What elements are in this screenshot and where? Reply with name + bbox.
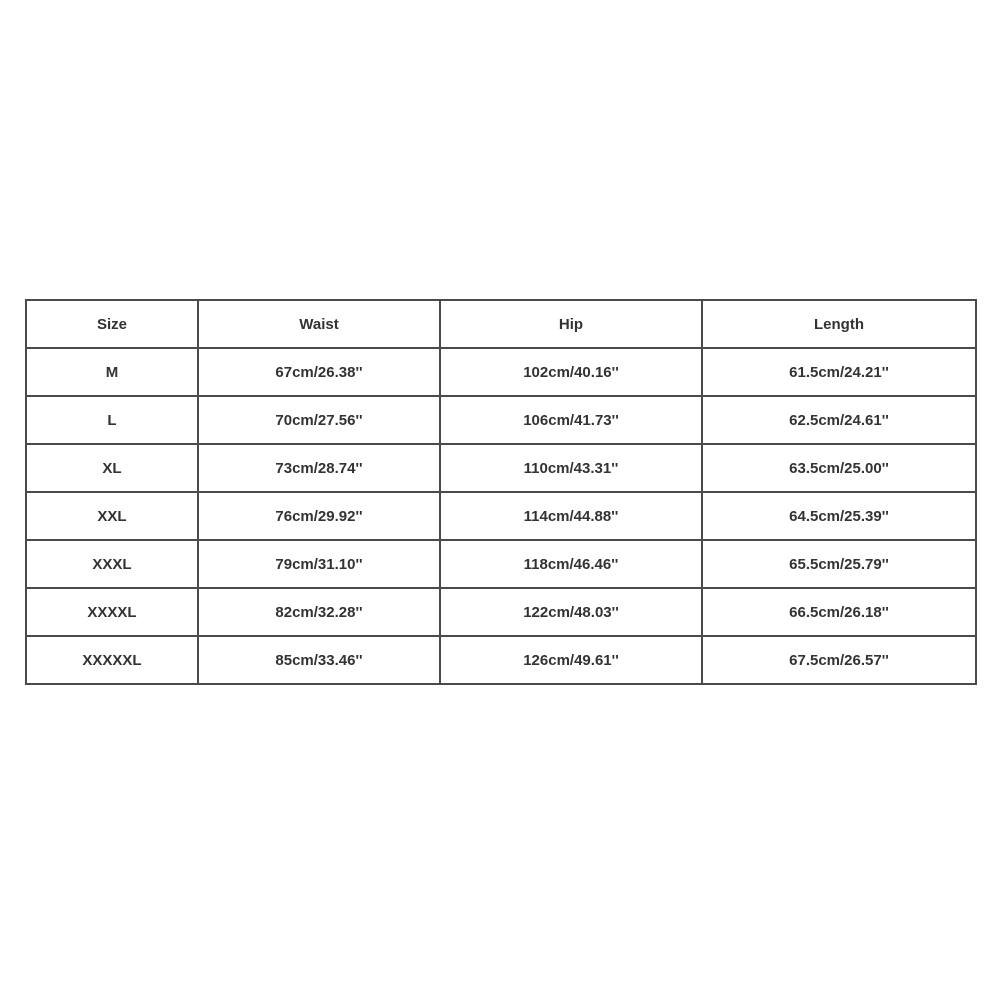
cell-hip: 126cm/49.61'' bbox=[440, 636, 702, 684]
table-row bbox=[26, 540, 976, 588]
cell-hip: 122cm/48.03'' bbox=[440, 588, 702, 636]
cell-size: L bbox=[26, 396, 198, 444]
header-row bbox=[26, 300, 976, 348]
cell-length: 62.5cm/24.61'' bbox=[702, 396, 976, 444]
cell-hip: 114cm/44.88'' bbox=[440, 492, 702, 540]
cell-hip: 106cm/41.73'' bbox=[440, 396, 702, 444]
cell-length: 64.5cm/25.39'' bbox=[702, 492, 976, 540]
cell-hip: 102cm/40.16'' bbox=[440, 348, 702, 396]
cell-length: 65.5cm/25.79'' bbox=[702, 540, 976, 588]
cell-hip: 118cm/46.46'' bbox=[440, 540, 702, 588]
header-size: Size bbox=[26, 300, 198, 348]
cell-waist: 76cm/29.92'' bbox=[198, 492, 440, 540]
cell-length: 61.5cm/24.21'' bbox=[702, 348, 976, 396]
cell-size: XL bbox=[26, 444, 198, 492]
table-row bbox=[26, 444, 976, 492]
cell-waist: 79cm/31.10'' bbox=[198, 540, 440, 588]
header-waist: Waist bbox=[198, 300, 440, 348]
table-row bbox=[26, 348, 976, 396]
cell-waist: 82cm/32.28'' bbox=[198, 588, 440, 636]
cell-size: XXXXXL bbox=[26, 636, 198, 684]
cell-waist: 67cm/26.38'' bbox=[198, 348, 440, 396]
cell-length: 63.5cm/25.00'' bbox=[702, 444, 976, 492]
table-row bbox=[26, 492, 976, 540]
table-body bbox=[26, 348, 976, 684]
table-row bbox=[26, 636, 976, 684]
cell-hip: 110cm/43.31'' bbox=[440, 444, 702, 492]
cell-size: XXXXL bbox=[26, 588, 198, 636]
table-row bbox=[26, 396, 976, 444]
cell-size: XXL bbox=[26, 492, 198, 540]
table-row bbox=[26, 588, 976, 636]
cell-waist: 85cm/33.46'' bbox=[198, 636, 440, 684]
cell-size: M bbox=[26, 348, 198, 396]
cell-length: 67.5cm/26.57'' bbox=[702, 636, 976, 684]
table-header bbox=[26, 300, 976, 348]
cell-size: XXXL bbox=[26, 540, 198, 588]
size-chart-table bbox=[25, 299, 977, 685]
cell-waist: 70cm/27.56'' bbox=[198, 396, 440, 444]
header-hip: Hip bbox=[440, 300, 702, 348]
cell-waist: 73cm/28.74'' bbox=[198, 444, 440, 492]
cell-length: 66.5cm/26.18'' bbox=[702, 588, 976, 636]
header-length: Length bbox=[702, 300, 976, 348]
